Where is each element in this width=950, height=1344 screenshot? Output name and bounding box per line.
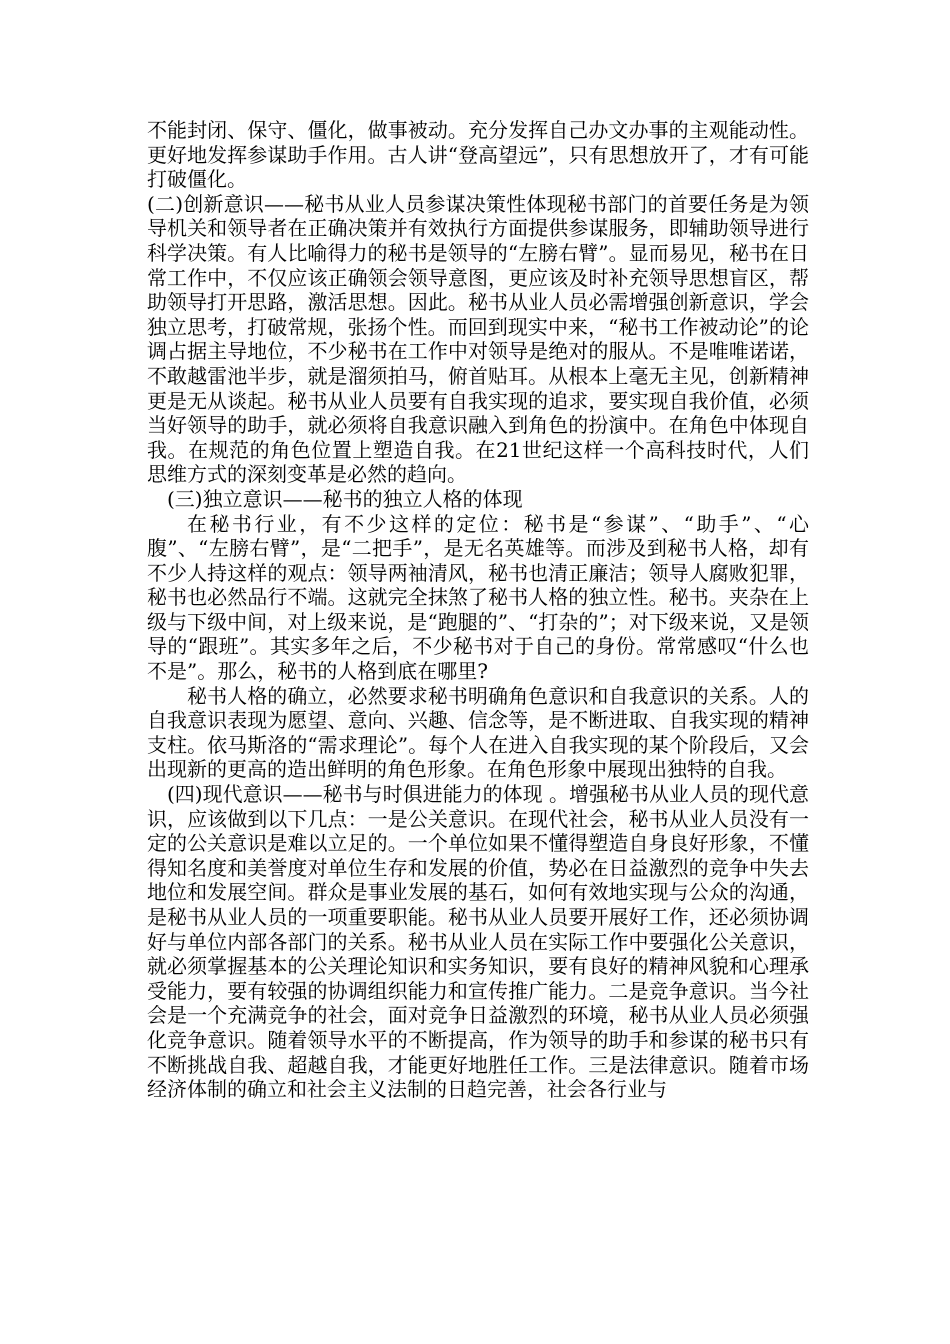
paragraph-innovation-awareness: (二)创新意识——秘书从业人员参谋决策性体现秘书部门的首要任务是为领导机关和领导者在正确决策并有效执行方面提供参谋服务，即辅助领导进行科学决策。有人比喻得力的秘书是领导的“左膀右臂”。显而易见，秘书在日常工作中，不仅应该正确领会领导意图，更应该及时补充领导思想盲区，帮助领导打开思路，激活思想。因此。秘书从业人员必需增强创新意识，学会独立思考，打破常规，张扬个性。而回到现实中来，“秘书工作被动论”的论调占据主导地位，不少秘书在工作中对领导是绝对的服从。不是唯唯诺诺，不敢越雷池半步，就是溜须拍马，俯首贴耳。从根本上毫无主见，创新精神更是无从谈起。秘书从业人员要有自我实现的追求，要实现自我价值，必须当好领导的助手，就必须将自我意识融入到角色的扮演中。在角色中体现自我。在规范的角色位置上塑造自我。在21世纪这样一个高科技时代，人们思维方式的深刻变革是必然的趋向。 xyxy=(147,191,809,487)
heading-independence-awareness: (三)独立意识——秘书的独立人格的体现 xyxy=(167,486,523,511)
paragraph-secretary-positioning: 在秘书行业，有不少这样的定位：秘书是“参谋”、“助手”、“心腹”、“左膀右臂”，是“二把手”，是无名英雄等。而涉及到秘书人格，却有不少人持这样的观点：领导两袖清风，秘书也清正廉洁；领导人腐败犯罪，秘书也必然品行不端。这就完全抹煞了秘书人格的独立性。秘书。夹杂在上级与下级中间，对上级来说，是“跑腿的”、“打杂的”；对下级来说，又是领导的“跟班”。其实多年之后，不少秘书对于自己的身份。常常感叹“什么也不是”。那么，秘书的人格到底在哪里? xyxy=(147,511,809,684)
paragraph-openness: 不能封闭、保守、僵化，做事被动。充分发挥自己办文办事的主观能动性。更好地发挥参谋助手作用。古人讲“登高望远”，只有思想放开了，才有可能打破僵化。 xyxy=(147,118,809,192)
paragraph-secretary-personality: 秘书人格的确立，必然要求秘书明确角色意识和自我意识的关系。人的自我意识表现为愿望、意向、兴趣、信念等，是不断进取、自我实现的精神支柱。依马斯洛的“需求理论”。每个人在进入自我实现的某个阶段后，又会出现新的更高的造出鲜明的角色形象。在角色形象中展现出独特的自我。 xyxy=(147,683,809,782)
document-page xyxy=(147,118,809,1102)
paragraph-modern-awareness: (四)现代意识——秘书与时俱进能力的体现 。增强秘书从业人员的现代意识，应该做到以下几点：一是公关意识。在现代社会，秘书从业人员没有一定的公关意识是难以立足的。一个单位如果不懂得塑造自身良好形象，不懂得知名度和美誉度对单位生存和发展的价值，势必在日益激烈的竞争中失去地位和发展空间。群众是事业发展的基石，如何有效地实现与公众的沟通，是秘书从业人员的一项重要职能。秘书从业人员要开展好工作，还必须协调好与单位内部各部门的关系。秘书从业人员在实际工作中要强化公关意识，就必须掌握基本的公关理论知识和实务知识，要有良好的精神风貌和心理承受能力，要有较强的协调组织能力和宣传推广能力。二是竞争意识。当今社会是一个充满竞争的社会，面对竞争日益激烈的环境，秘书从业人员必须强化竞争意识。随着领导水平的不断提高，作为领导的助手和参谋的秘书只有不断挑战自我、超越自我，才能更好地胜任工作。三是法律意识。随着市场经济体制的确立和社会主义法制的日趋完善，社会各行业与 xyxy=(147,782,809,1102)
